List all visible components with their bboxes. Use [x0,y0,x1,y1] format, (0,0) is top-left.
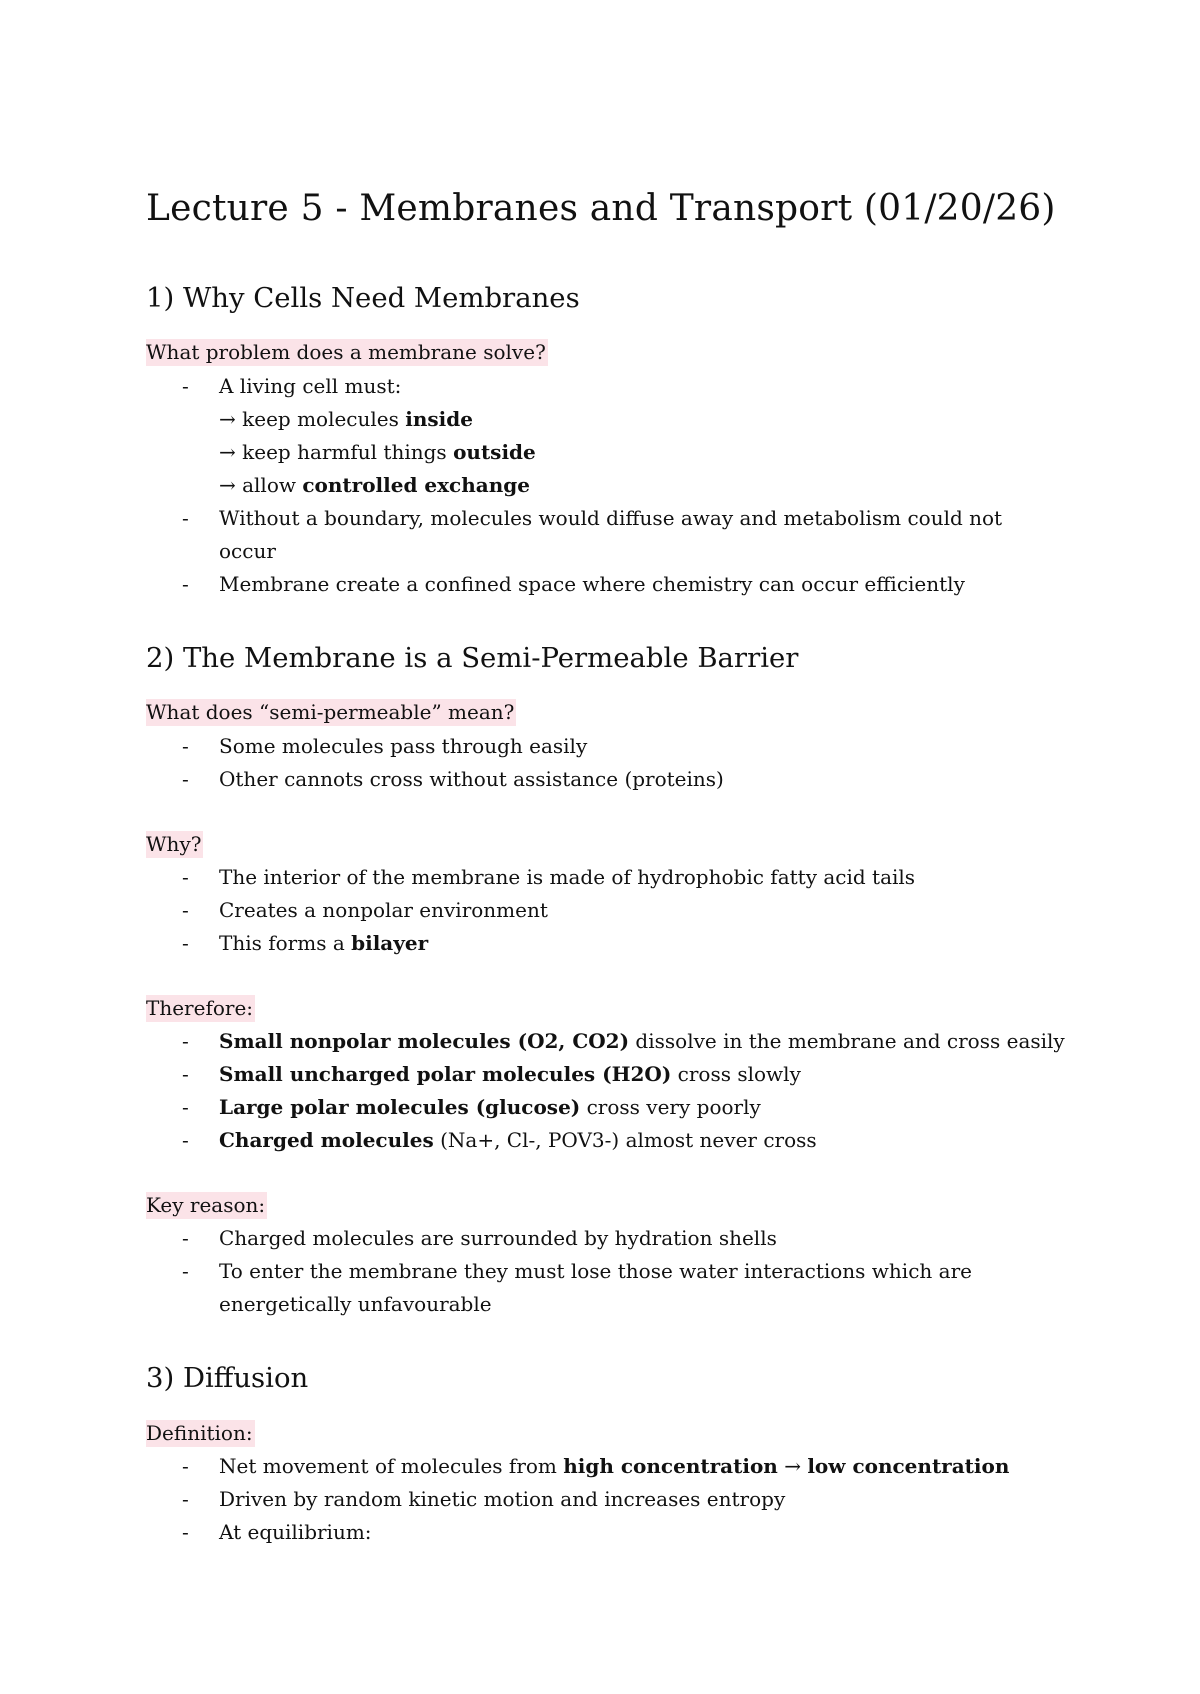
list-item: Membrane create a confined space where chemistry can occur efficiently [219,572,965,596]
list-item: At equilibrium: [219,1520,372,1544]
bullet-dash: - [182,1487,189,1511]
list-item: Other cannots cross without assistance (proteins) [219,767,724,791]
bullet-dash: - [182,1226,189,1250]
list-item: To enter the membrane they must lose those water interactions which are [219,1259,972,1283]
bullet-dash: - [182,506,189,530]
section-3-heading: 3) Diffusion [146,1362,309,1394]
list-item-continuation: occur [219,539,276,563]
list-item: Small uncharged polar molecules (H2O) cross slowly [219,1062,801,1086]
bullet-dash: - [182,898,189,922]
list-item-continuation: energetically unfavourable [219,1292,492,1316]
list-item: Some molecules pass through easily [219,734,588,758]
list-item: The interior of the membrane is made of hydrophobic fatty acid tails [219,865,916,889]
list-item: Charged molecules are surrounded by hydration shells [219,1226,777,1250]
list-item: → allow controlled exchange [219,473,530,497]
list-item: Creates a nonpolar environment [219,898,548,922]
bullet-dash: - [182,1454,189,1478]
key-reason-label: Key reason: [146,1193,266,1217]
bullet-dash: - [182,1128,189,1152]
bullet-dash: - [182,767,189,791]
list-item: Without a boundary, molecules would diffuse away and metabolism could not [219,506,1003,530]
section-2-question: What does “semi-permeable” mean? [146,700,515,724]
definition-label: Definition: [146,1421,253,1445]
bullet-dash: - [182,1520,189,1544]
bullet-dash: - [182,1259,189,1283]
list-item: Charged molecules (Na+, Cl-, POV3-) almost never cross [219,1128,817,1152]
list-item: Driven by random kinetic motion and increases entropy [219,1487,786,1511]
list-item: Large polar molecules (glucose) cross very poorly [219,1095,761,1119]
bullet-dash: - [182,734,189,758]
bullet-dash: - [182,374,189,398]
why-label: Why? [146,832,202,856]
bullet-dash: - [182,572,189,596]
list-item: A living cell must: [219,374,402,398]
list-item: → keep harmful things outside [219,440,536,464]
list-item: → keep molecules inside [219,407,473,431]
bullet-dash: - [182,1062,189,1086]
list-item: Small nonpolar molecules (O2, CO2) dissolve in the membrane and cross easily [219,1029,1065,1053]
section-2-heading: 2) The Membrane is a Semi-Permeable Barrier [146,642,799,674]
section-1-question: What problem does a membrane solve? [146,340,546,364]
section-1-heading: 1) Why Cells Need Membranes [146,282,580,314]
list-item: This forms a bilayer [219,931,429,955]
bullet-dash: - [182,1029,189,1053]
therefore-label: Therefore: [146,996,254,1020]
page-title: Lecture 5 - Membranes and Transport (01/20/26) [146,188,1056,229]
bullet-dash: - [182,865,189,889]
list-item: Net movement of molecules from high concentration → low concentration [219,1454,1010,1478]
bullet-dash: - [182,1095,189,1119]
bullet-dash: - [182,931,189,955]
